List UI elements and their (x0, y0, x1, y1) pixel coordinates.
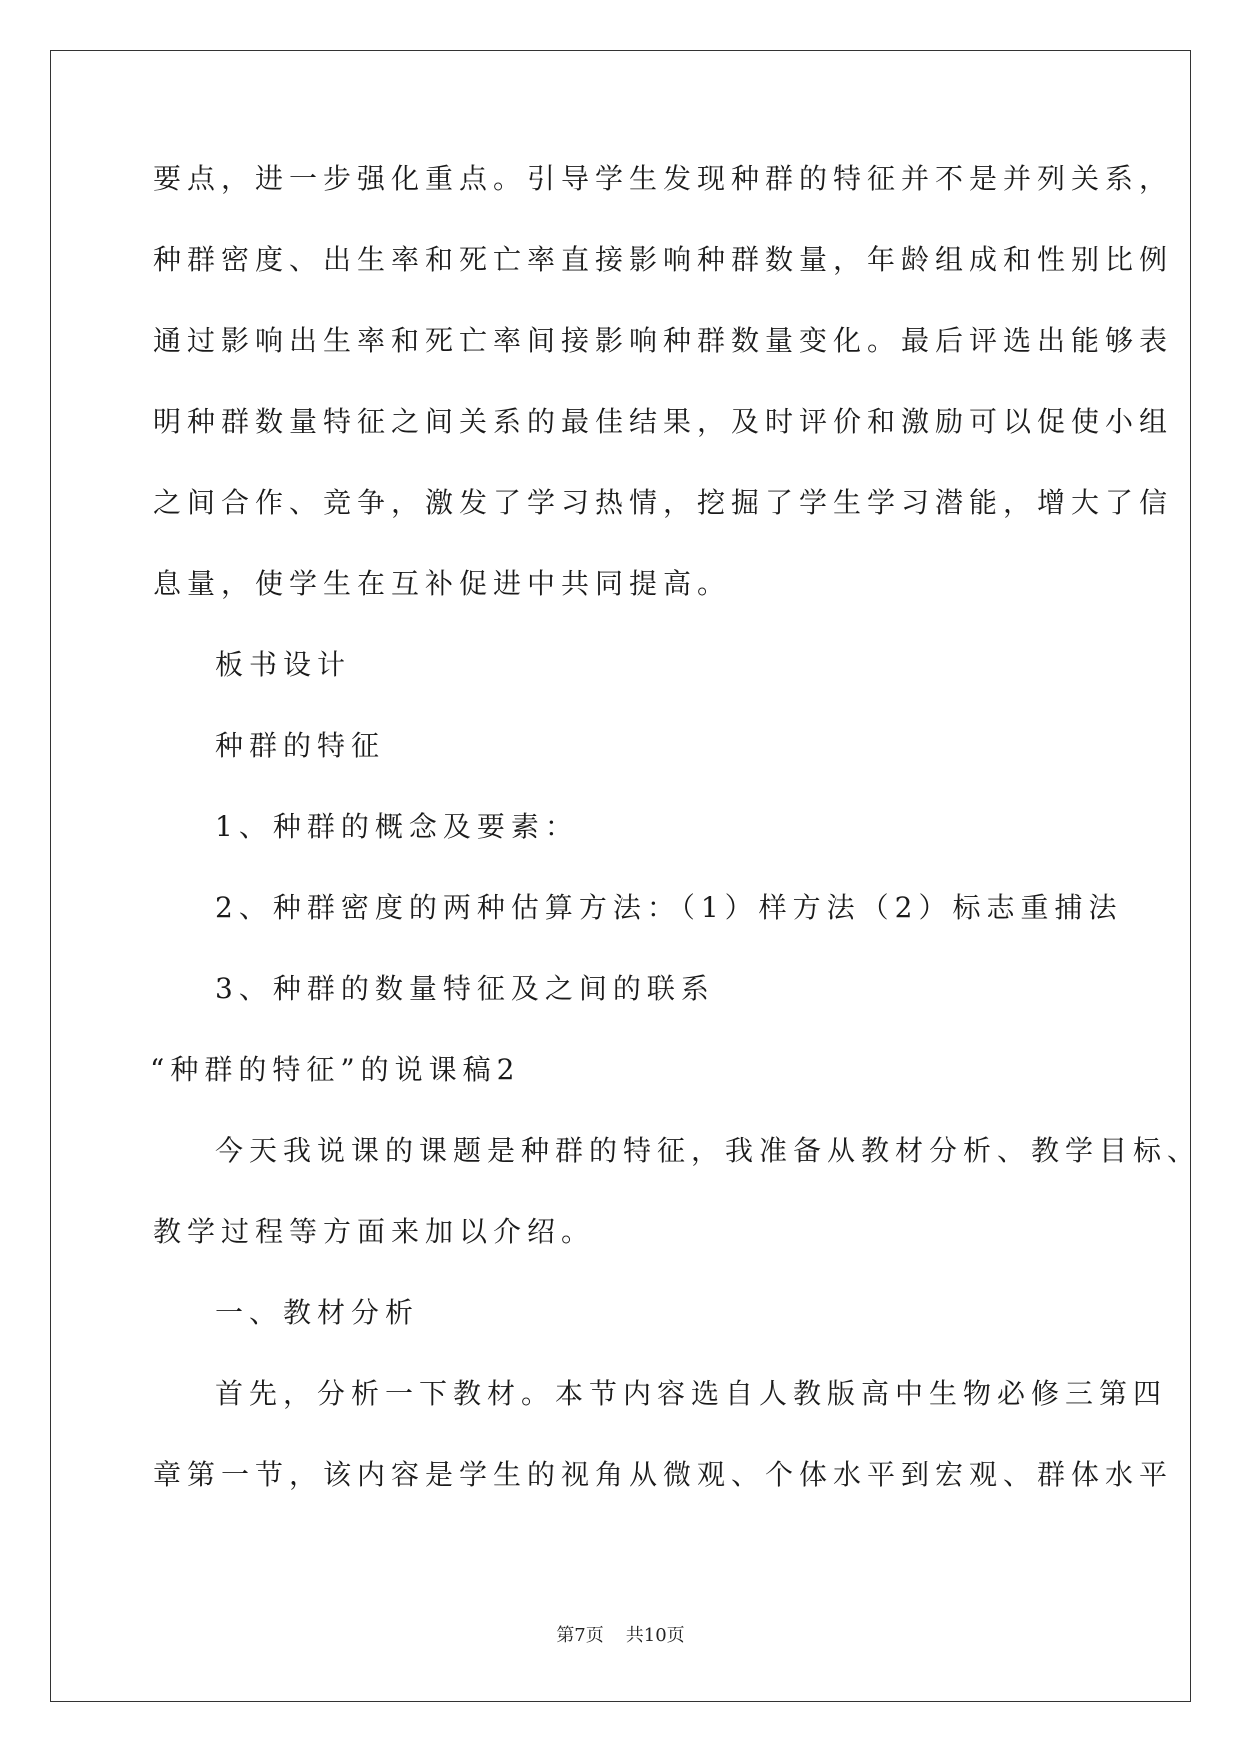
section-heading-board-design: 板书设计 (215, 648, 352, 681)
paragraph-line: 明种群数量特征之间关系的最佳结果，及时评价和激励可以促使小组 (153, 405, 1174, 438)
document-subtitle: “种群的特征”的说课稿2 (150, 1053, 521, 1086)
paragraph-line: 今天我说课的课题是种群的特征，我准备从教材分析、教学目标、 (215, 1134, 1202, 1167)
board-item-2: 2、种群密度的两种估算方法：（1）样方法（2）标志重捕法 (215, 891, 1123, 924)
paragraph-line: 章第一节，该内容是学生的视角从微观、个体水平到宏观、群体水平 (153, 1458, 1174, 1491)
paragraph-line: 之间合作、竞争，激发了学习热情，挖掘了学生学习潜能，增大了信 (153, 486, 1174, 519)
paragraph-line: 教学过程等方面来加以介绍。 (153, 1215, 596, 1248)
page-number: 第7页 (556, 1625, 604, 1646)
paragraph-line: 通过影响出生率和死亡率间接影响种群数量变化。最后评选出能够表 (153, 324, 1174, 357)
section-heading-textbook-analysis: 一、教材分析 (215, 1296, 420, 1329)
board-item-3: 3、种群的数量特征及之间的联系 (215, 972, 715, 1005)
board-title: 种群的特征 (215, 729, 386, 762)
board-item-1: 1、种群的概念及要素： (215, 810, 579, 843)
paragraph-line: 首先，分析一下教材。本节内容选自人教版高中生物必修三第四 (215, 1377, 1168, 1410)
paragraph-line: 息量，使学生在互补促进中共同提高。 (153, 567, 732, 600)
page-footer (0, 1621, 1241, 1647)
paragraph-line: 要点，进一步强化重点。引导学生发现种群的特征并不是并列关系， (153, 162, 1174, 195)
paragraph-line: 种群密度、出生率和死亡率直接影响种群数量，年龄组成和性别比例 (153, 243, 1174, 276)
page-total: 共10页 (625, 1625, 685, 1646)
document-body (150, 158, 1202, 1535)
